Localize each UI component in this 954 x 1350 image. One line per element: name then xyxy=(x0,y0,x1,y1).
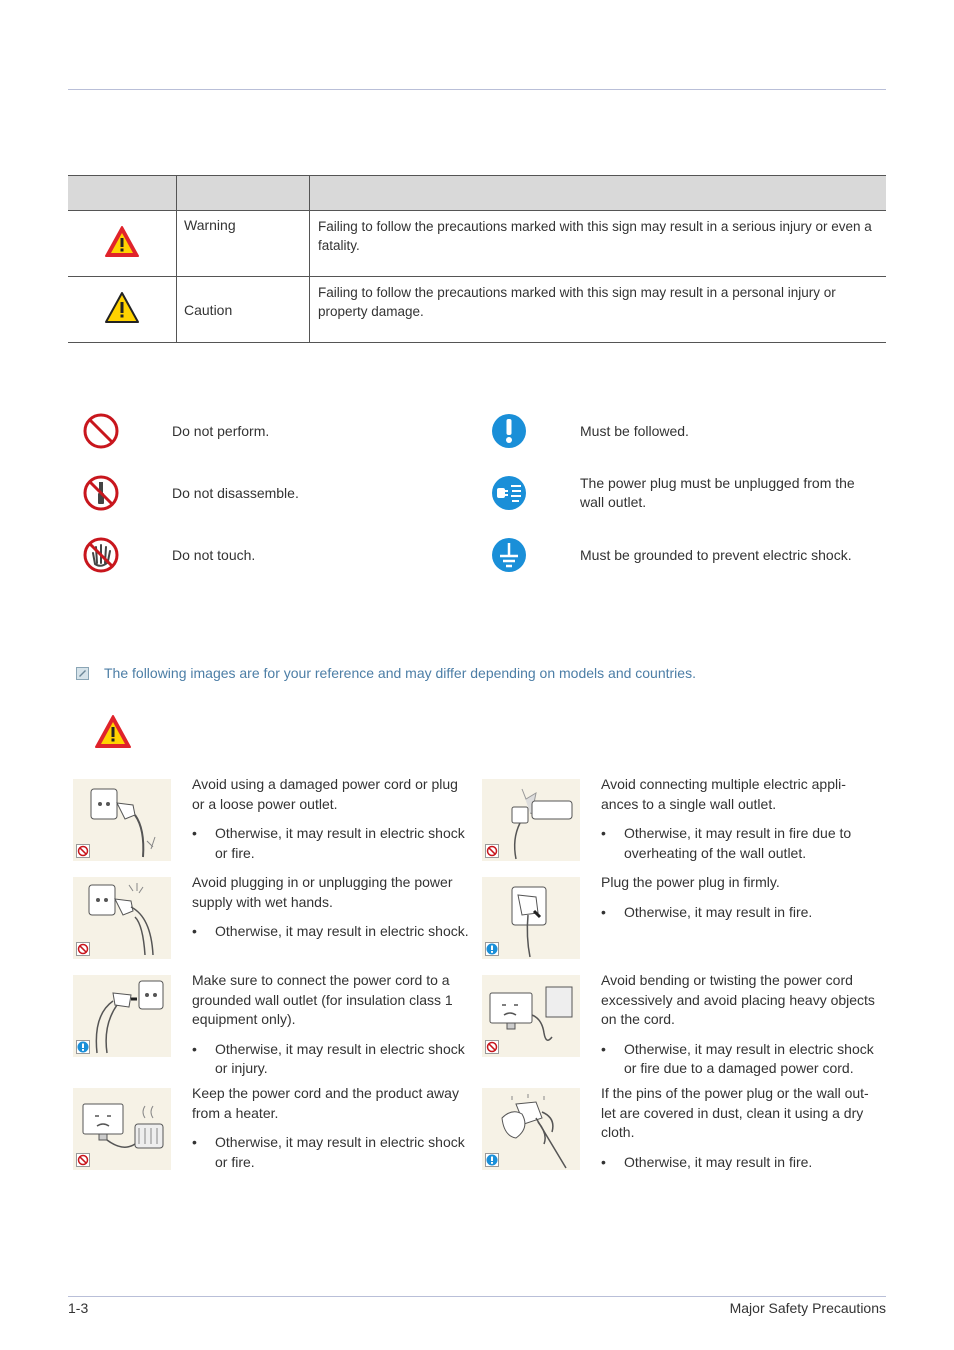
bullet-mark: • xyxy=(192,923,197,939)
item-main-text: Avoid using a damaged power cord or plug or a loose power outlet. xyxy=(192,776,458,812)
illustration xyxy=(73,975,171,1057)
item-text xyxy=(192,775,472,863)
prohibited-icon xyxy=(82,412,120,450)
symbol-entry xyxy=(490,474,890,512)
sign-icon-cell xyxy=(68,277,177,343)
item-bullet-text: Otherwise, it may result in electric shock or fire due to a damaged power cord. xyxy=(624,1040,874,1076)
illustration xyxy=(73,877,171,959)
bullet-mark: • xyxy=(601,1153,606,1170)
bullet-mark: • xyxy=(192,1040,197,1057)
mandatory-badge-icon xyxy=(76,1040,90,1054)
header-rule xyxy=(68,89,886,90)
header-cell-icon xyxy=(68,176,177,211)
bullet-mark: • xyxy=(192,825,197,841)
item-bullet xyxy=(601,903,881,923)
warning-triangle-red-icon xyxy=(104,225,140,259)
mandatory-badge-icon xyxy=(485,1153,499,1167)
item-main-text: If the pins of the power plug or the wall out-let are covered in dust, clean it using a dry cloth. xyxy=(601,1085,869,1140)
item-bullet xyxy=(192,824,472,863)
item-text xyxy=(601,971,881,1079)
table-row xyxy=(68,277,886,343)
header-cell-name xyxy=(177,176,310,211)
symbol-text: Do not perform. xyxy=(172,422,270,439)
sign-name: Caution xyxy=(177,277,310,343)
bullet-mark: • xyxy=(192,1134,197,1150)
signs-table xyxy=(68,175,886,343)
footer-rule xyxy=(68,1296,886,1297)
item-text xyxy=(601,873,881,922)
symbol-entry xyxy=(490,412,890,450)
illustration xyxy=(482,877,580,959)
item-bullet xyxy=(192,1133,472,1172)
item-bullet-text: Otherwise, it may result in electric shock or fire. xyxy=(215,1134,465,1170)
bullet-mark: • xyxy=(601,903,606,920)
item-bullet xyxy=(601,1153,881,1173)
signs-table-header xyxy=(68,176,886,211)
item-bullet-text: Otherwise, it may result in electric shock or fire. xyxy=(215,825,465,861)
prohibited-badge-icon xyxy=(76,942,90,956)
item-bullet-text: Otherwise, it may result in electric shock. xyxy=(215,923,469,939)
item-main-text: Avoid connecting multiple electric appli-ances to a single wall outlet. xyxy=(601,776,846,812)
symbol-entry xyxy=(490,536,890,574)
sign-icon-cell xyxy=(68,211,177,277)
symbol-text: The power plug must be unplugged from the wall outlet. xyxy=(580,475,855,510)
illustration xyxy=(73,1088,171,1170)
item-bullet xyxy=(192,1040,472,1079)
header-cell-description xyxy=(310,176,887,211)
symbol-text: Do not disassemble. xyxy=(172,484,299,501)
note-icon xyxy=(76,667,89,680)
do-not-touch-icon xyxy=(82,536,120,574)
unplug-icon xyxy=(490,474,528,512)
sign-description: Failing to follow the precautions marked with this sign may result in a personal injury or property damage. xyxy=(310,277,887,343)
symbol-text: Must be grounded to prevent electric shock. xyxy=(580,546,852,563)
prohibited-badge-icon xyxy=(76,844,90,858)
prohibited-badge-icon xyxy=(76,1153,90,1167)
item-main-text: Avoid plugging in or unplugging the power supply with wet hands. xyxy=(192,874,453,910)
illustration xyxy=(482,1088,580,1170)
sign-name: Warning xyxy=(177,211,310,277)
item-bullet-text: Otherwise, it may result in fire due to overheating of the wall outlet. xyxy=(624,825,852,861)
item-bullet-text: Otherwise, it may result in electric shock or injury. xyxy=(215,1040,465,1076)
caution-triangle-yellow-icon xyxy=(104,291,140,325)
item-main-text: Plug the power plug in firmly. xyxy=(601,874,780,890)
do-not-disassemble-icon xyxy=(82,474,120,512)
symbol-entry xyxy=(82,412,462,450)
sign-description: Failing to follow the precautions marked with this sign may result in a serious injury or even a fatality. xyxy=(310,211,887,277)
item-text xyxy=(192,971,472,1079)
symbol-text: Must be followed. xyxy=(580,422,689,439)
prohibited-badge-icon xyxy=(485,844,499,858)
illustration xyxy=(482,975,580,1057)
item-bullet-text: Otherwise, it may result in fire. xyxy=(624,903,813,920)
bullet-mark: • xyxy=(601,825,606,841)
item-bullet xyxy=(601,824,881,863)
section-title: Major Safety Precautions xyxy=(729,1300,886,1316)
warning-triangle-red-icon xyxy=(94,714,132,750)
page-number: 1-3 xyxy=(68,1300,89,1316)
must-follow-icon xyxy=(490,412,528,450)
item-text xyxy=(601,775,881,863)
item-bullet xyxy=(601,1040,881,1079)
item-text xyxy=(192,1084,472,1172)
note-text: The following images are for your reference and may differ depending on models and countries. xyxy=(104,665,696,681)
item-bullet xyxy=(192,922,472,942)
illustration xyxy=(482,779,580,861)
item-text xyxy=(601,1084,881,1172)
reference-note xyxy=(76,665,696,681)
table-row xyxy=(68,211,886,277)
ground-icon xyxy=(490,536,528,574)
mandatory-badge-icon xyxy=(485,942,499,956)
prohibited-badge-icon xyxy=(485,1040,499,1054)
item-text xyxy=(192,873,472,942)
item-main-text: Keep the power cord and the product away from a heater. xyxy=(192,1085,459,1121)
illustration xyxy=(73,779,171,861)
bullet-mark: • xyxy=(601,1040,606,1057)
item-bullet-text: Otherwise, it may result in fire. xyxy=(624,1153,813,1170)
symbol-text: Do not touch. xyxy=(172,546,256,563)
item-main-text: Avoid bending or twisting the power cord excessively and avoid placing heavy objects on the cord. xyxy=(601,972,875,1027)
item-main-text: Make sure to connect the power cord to a grounded wall outlet (for insulation class 1 equipment only). xyxy=(192,972,453,1027)
symbol-entry xyxy=(82,536,462,574)
symbol-entry xyxy=(82,474,462,512)
